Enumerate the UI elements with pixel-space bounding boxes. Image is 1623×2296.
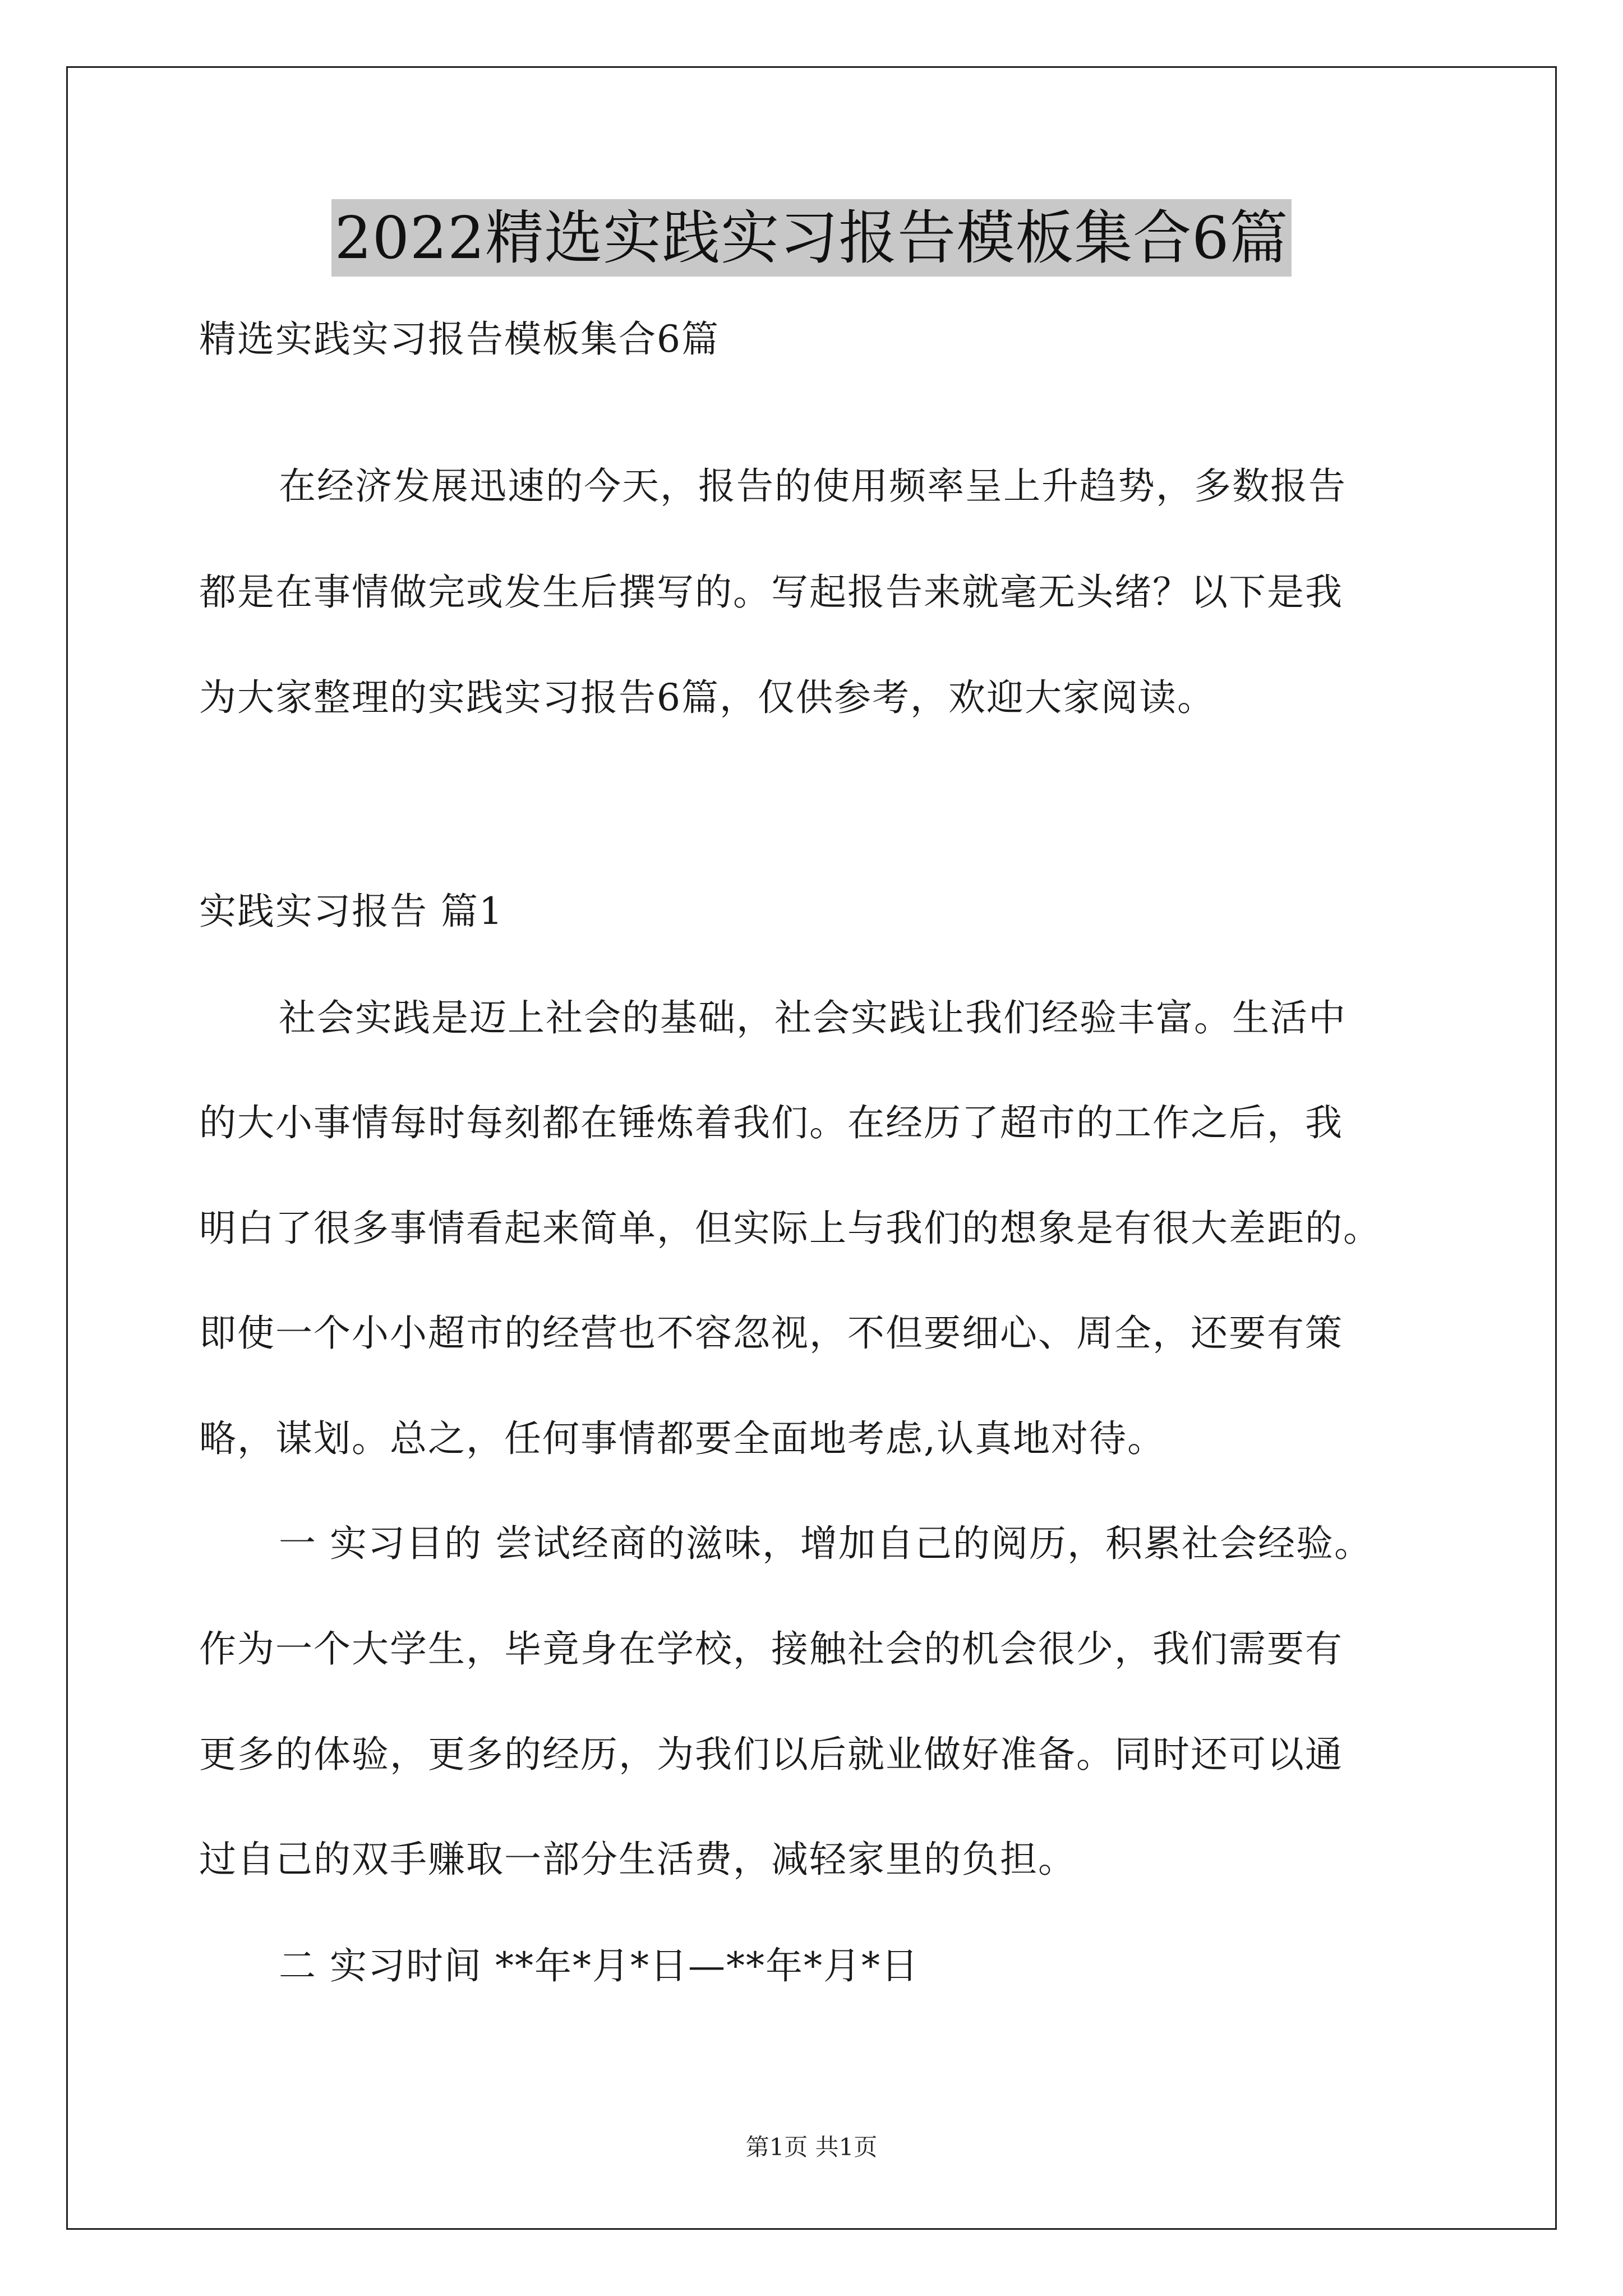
para1-line-1: 社会实践是迈上社会的基础，社会实践让我们经验丰富。生活中	[279, 996, 1347, 1039]
para2-line-4: 过自己的双手赚取一部分生活费，减轻家里的负担。	[199, 1838, 1076, 1881]
page-footer: 第1页 共1页	[745, 2133, 878, 2161]
intro-line-2: 都是在事情做完或发生后撰写的。写起报告来就毫无头绪？以下是我	[199, 570, 1343, 614]
document-subtitle: 精选实践实习报告模板集合6篇	[199, 318, 720, 361]
intro-line-3: 为大家整理的实践实习报告6篇，仅供参考，欢迎大家阅读。	[199, 676, 1215, 719]
para1-line-5: 略，谋划。总之，任何事情都要全面地考虑,认真地对待。	[199, 1417, 1165, 1460]
para1-line-3: 明白了很多事情看起来简单，但实际上与我们的想象是有很大差距的。	[199, 1207, 1381, 1250]
para2-line-2: 作为一个大学生，毕竟身在学校，接触社会的机会很少，我们需要有	[199, 1627, 1343, 1671]
title-block	[0, 199, 1623, 277]
para1-line-2: 的大小事情每时每刻都在锤炼着我们。在经历了超市的工作之后，我	[199, 1101, 1343, 1144]
section-heading: 实践实习报告 篇1	[199, 890, 504, 933]
page-border	[66, 66, 1557, 2230]
para2-line-1: 一 实习目的 尝试经商的滋味，增加自己的阅历，积累社会经验。	[279, 1522, 1372, 1565]
document-title: 2022精选实践实习报告模板集合6篇	[331, 199, 1292, 277]
intro-line-1: 在经济发展迅速的今天，报告的使用频率呈上升趋势，多数报告	[279, 464, 1347, 508]
para3-line-1: 二 实习时间 **年*月*日—**年*月*日	[279, 1944, 919, 1987]
para2-line-3: 更多的体验，更多的经历，为我们以后就业做好准备。同时还可以通	[199, 1733, 1343, 1776]
para1-line-4: 即使一个小小超市的经营也不容忽视，不但要细心、周全，还要有策	[199, 1312, 1343, 1355]
